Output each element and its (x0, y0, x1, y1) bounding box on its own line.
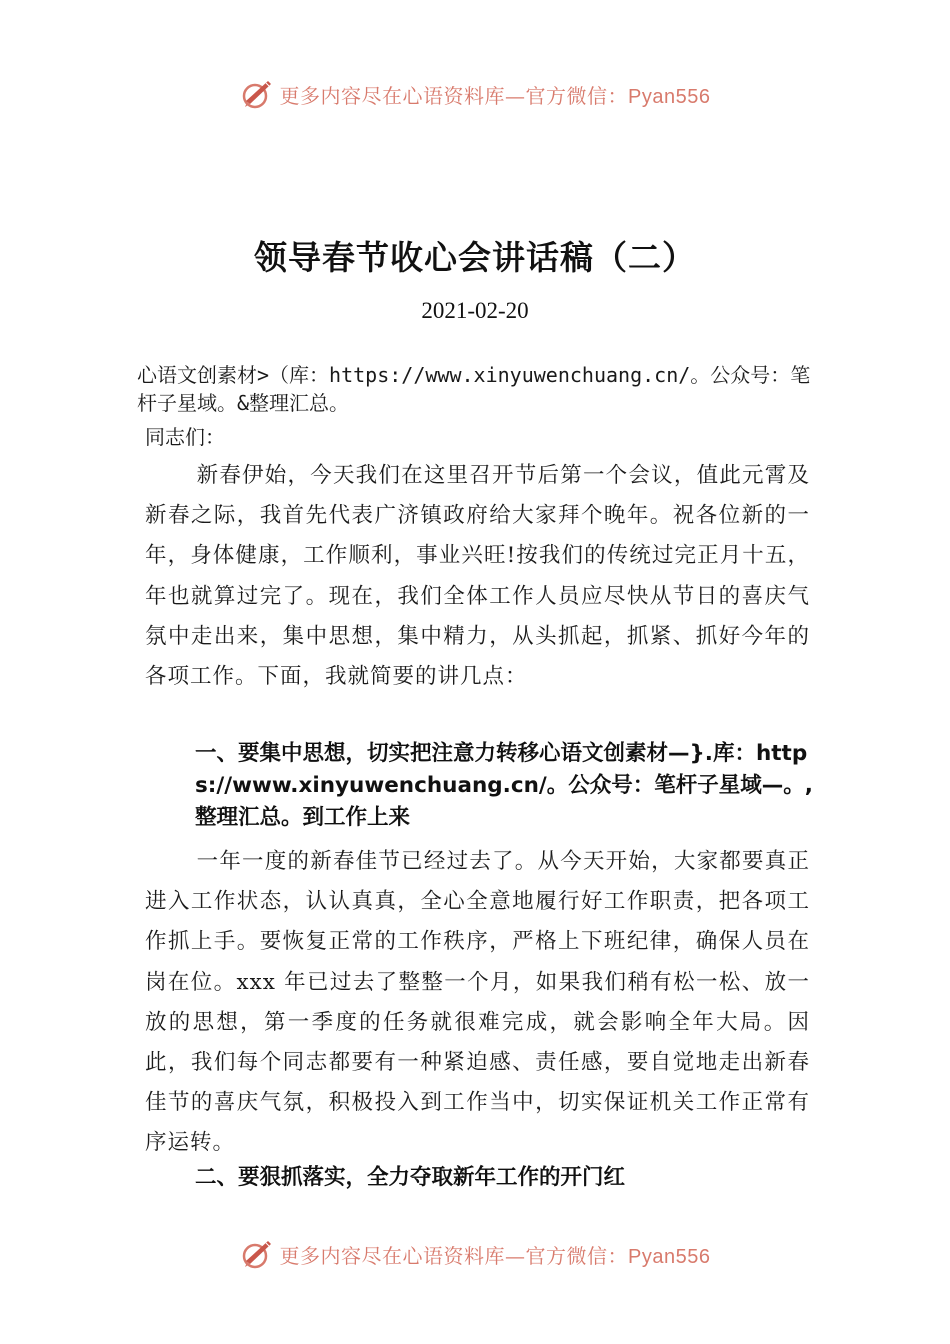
section-heading: 二、要狠抓落实，全力夺取新年工作的开门红 (195, 1165, 626, 1190)
header-watermark-banner (0, 72, 950, 116)
source-note: 心语文创素材>（库：https://www.xinyuwenchuang.cn/。公众号：笔杆子星域。&整理汇总。 (137, 363, 811, 415)
watermark-text (280, 1240, 711, 1269)
watermark-text (280, 80, 711, 109)
watermark-main-text: 更多内容尽在心语资料库—官方微信： (279, 83, 629, 108)
watermark-wechat-id: Pyan556 (628, 85, 711, 108)
pen-logo-icon (240, 1237, 274, 1271)
pen-logo-icon (240, 77, 274, 111)
document-title: 领导春节收心会讲话稿（二） (254, 238, 696, 277)
watermark-main-text: 更多内容尽在心语资料库—官方微信： (279, 1243, 629, 1268)
body-paragraph: 一年一度的新春佳节已经过去了。从今天开始，大家都要真正进入工作状态，认认真真，全心全意地履行好工作职责，把各项工作抓上手。要恢复正常的工作秩序，严格上下班纪律，确保人员在岗在位。xxx 年已过去了整整一个月，如果我们稍有松一松、放一放的思想，第一季度的任务就很难完成，就会影响全年大局。因此，我们每个同志都要有一种紧迫感、责任感，要自觉地走出新春佳节的喜庆气氛，积极投入到工作当中，切实保证机关工作正常有序运转。 (145, 849, 810, 1156)
salutation: 同志们： (145, 425, 225, 449)
watermark-wechat-id: Pyan556 (628, 1245, 711, 1268)
section-heading: 一、要集中思想，切实把注意力转移心语文创素材—}.库：https://www.xinyuwenchuang.cn/。公众号：笔杆子星域—。,整理汇总。到工作上来 (195, 741, 813, 830)
footer-watermark-banner (0, 1232, 950, 1276)
body-paragraph: 新春伊始，今天我们在这里召开节后第一个会议，值此元霄及新春之际，我首先代表广济镇政府给大家拜个晚年。祝各位新的一年，身体健康，工作顺利，事业兴旺!按我们的传统过完正月十五，年也就算过完了。现在，我们全体工作人员应尽快从节日的喜庆气氛中走出来，集中思想，集中精力，从头抓起，抓紧、抓好今年的各项工作。下面，我就简要的讲几点： (145, 463, 810, 690)
document-date: 2021-02-20 (421, 298, 529, 323)
